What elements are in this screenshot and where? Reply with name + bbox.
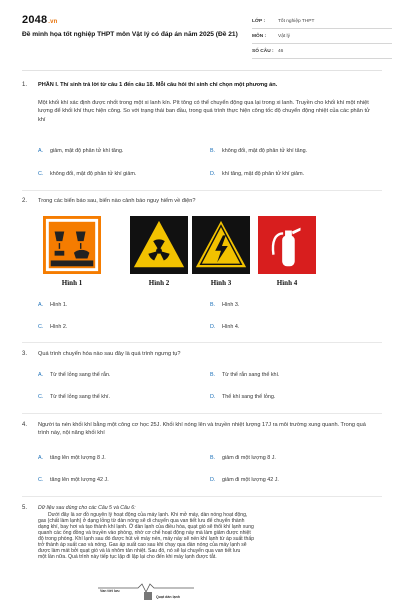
- question-5-line-6: trở thành áp suất cao và nóng. Gas áp suất cao sau khi chạy qua dàn nóng của máy lạnh sẽ: [38, 542, 247, 548]
- meta-count: SỐ CÂU : 46: [252, 44, 392, 59]
- q1-option-c[interactable]: C. không đổi, mật độ phân tử khí giảm.: [38, 171, 137, 177]
- question-5-line-3: dạng khí, bay hơi và tạo thành khí lạnh. Ở dàn lạnh của điều hòa, quạt gió sẽ thổi khí lạnh xung: [38, 524, 254, 530]
- question-2-text: Trong các biển báo sau, biển nào cảnh báo nguy hiểm về điện?: [38, 198, 196, 204]
- q4-option-a[interactable]: A. tăng lên một lượng 8 J.: [38, 455, 106, 461]
- diagram-pipes: [96, 580, 196, 600]
- question-4-text: Người ta nén khối khí bằng một công cơ học 25J. Khối khí nóng lên và truyền nhiệt lượng 17J ra môi trường xung quanh. Trong quá trình này, nội năng khối khí: [38, 422, 366, 437]
- meta-subject: MÔN : Vật lý: [252, 29, 392, 44]
- question-3-number: 3.: [22, 351, 28, 357]
- header: [22, 14, 382, 64]
- q1-option-b[interactable]: B. không đổi, mật độ phân tử khí tăng.: [210, 148, 308, 154]
- question-3-text: Quá trình chuyển hóa nào sau đây là quá trình ngưng tụ?: [38, 351, 181, 357]
- question-2-number: 2.: [22, 198, 28, 204]
- q3-option-d[interactable]: D. Thể khí sang thể lỏng.: [210, 394, 276, 400]
- image-caption-1: Hình 1: [61, 279, 83, 287]
- image-caption-4: Hình 4: [276, 279, 298, 287]
- q4-option-d[interactable]: D. giảm đi một lượng 42 J.: [210, 477, 279, 483]
- question-5-number: 5.: [22, 505, 28, 511]
- separator: [22, 496, 382, 497]
- question-4-number: 4.: [22, 422, 28, 428]
- radiation-hazard-icon: [130, 216, 188, 274]
- separator: [22, 413, 382, 414]
- separator: [22, 342, 382, 343]
- q2-option-d[interactable]: D. Hình 4.: [210, 324, 240, 330]
- question-5-line-4: quanh các ống đồng và truyền vào phòng, nhờ cơ chế hoạt động này mà làm giảm được nhiệt: [38, 530, 251, 536]
- q3-option-b[interactable]: B. Từ thể rắn sang thể khí.: [210, 372, 280, 378]
- meta-class: LỚP : Tốt nghiệp THPT: [252, 14, 392, 29]
- image-caption-2: Hình 2: [148, 279, 170, 287]
- corrosive-hazard-icon: [43, 216, 101, 274]
- question-1-number: 1.: [22, 82, 28, 88]
- diagram-label-valve: Van tiết lưu: [100, 589, 120, 593]
- q2-option-a[interactable]: A. Hình 1.: [38, 302, 68, 308]
- q3-option-c[interactable]: C. Từ thể lỏng sang thể khí.: [38, 394, 110, 400]
- fire-extinguisher-icon: [258, 216, 316, 274]
- q1-option-d[interactable]: D. khí tăng, mật độ phân tử khí giảm.: [210, 171, 305, 177]
- q2-option-c[interactable]: C. Hình 2.: [38, 324, 68, 330]
- question-5-line-5: độ trong phòng. Khí lạnh sau đó được hút về máy nén, máy này sẽ nén khí lạnh từ áp suất thấp: [38, 536, 255, 542]
- site-logo[interactable]: 2048.vn: [22, 14, 58, 26]
- q4-option-b[interactable]: B. giảm đi một lượng 8 J.: [210, 455, 276, 461]
- q4-option-c[interactable]: C. tăng lên một lượng 42 J.: [38, 477, 109, 483]
- question-5-line-8: một lần nữa. Quá trình này tiếp tục lặp đi lặp lại cho đến khi máy lạnh được tắt.: [38, 554, 217, 560]
- q2-option-b[interactable]: B. Hình 3.: [210, 302, 240, 308]
- question-5-line-7: được làm mát bởi quạt gió và lá nhôm tản nhiệt. Sau đó, nó sẽ lại chuyển qua van tiết lưu: [38, 548, 241, 554]
- question-5-line-2: gas (chất làm lạnh) ở dạng lỏng từ dàn nóng sẽ di chuyển qua van tiết lưu để chuyển thành: [38, 518, 245, 524]
- image-caption-3: Hình 3: [210, 279, 232, 287]
- part-heading: PHẦN I. Thí sinh trả lời từ câu 1 đến câu 18. Mỗi câu hỏi thí sinh chỉ chọn một phương án.: [38, 82, 278, 88]
- q3-option-a[interactable]: A. Từ thể lỏng sang thể rắn.: [38, 372, 111, 378]
- shared-data-intro: Dữ liệu sau dùng cho các Câu 5 và Câu 6:: [38, 505, 136, 511]
- electric-hazard-icon: [192, 216, 250, 274]
- question-1-text: Một khối khí xác định được nhốt trong một xi lanh kín. Pít tông có thể chuyển động qua lại trong xi lanh. Truyền cho khối khí một nhiệt lượng để khối khí thực hiện công. So với trạng thái ban đầu, trong quá trình thực hiện công tốc độ chuyển động nhiệt của các phân tử khí: [38, 100, 370, 123]
- header-divider: [22, 70, 382, 71]
- q1-option-a[interactable]: A. giảm, mật độ phân tử khí tăng.: [38, 148, 124, 154]
- separator: [22, 190, 382, 191]
- exam-title: Đề minh họa tốt nghiệp THPT môn Vật lý có đáp án năm 2025 (Đề 21): [22, 31, 238, 38]
- exam-meta: [252, 14, 392, 59]
- question-5-line-1: Dưới đây là sơ đồ nguyên lý hoạt động của máy lạnh. Khi mở máy, dàn nóng hoạt động,: [48, 512, 248, 518]
- diagram-label-fan: Quạt dàn lạnh: [156, 595, 180, 599]
